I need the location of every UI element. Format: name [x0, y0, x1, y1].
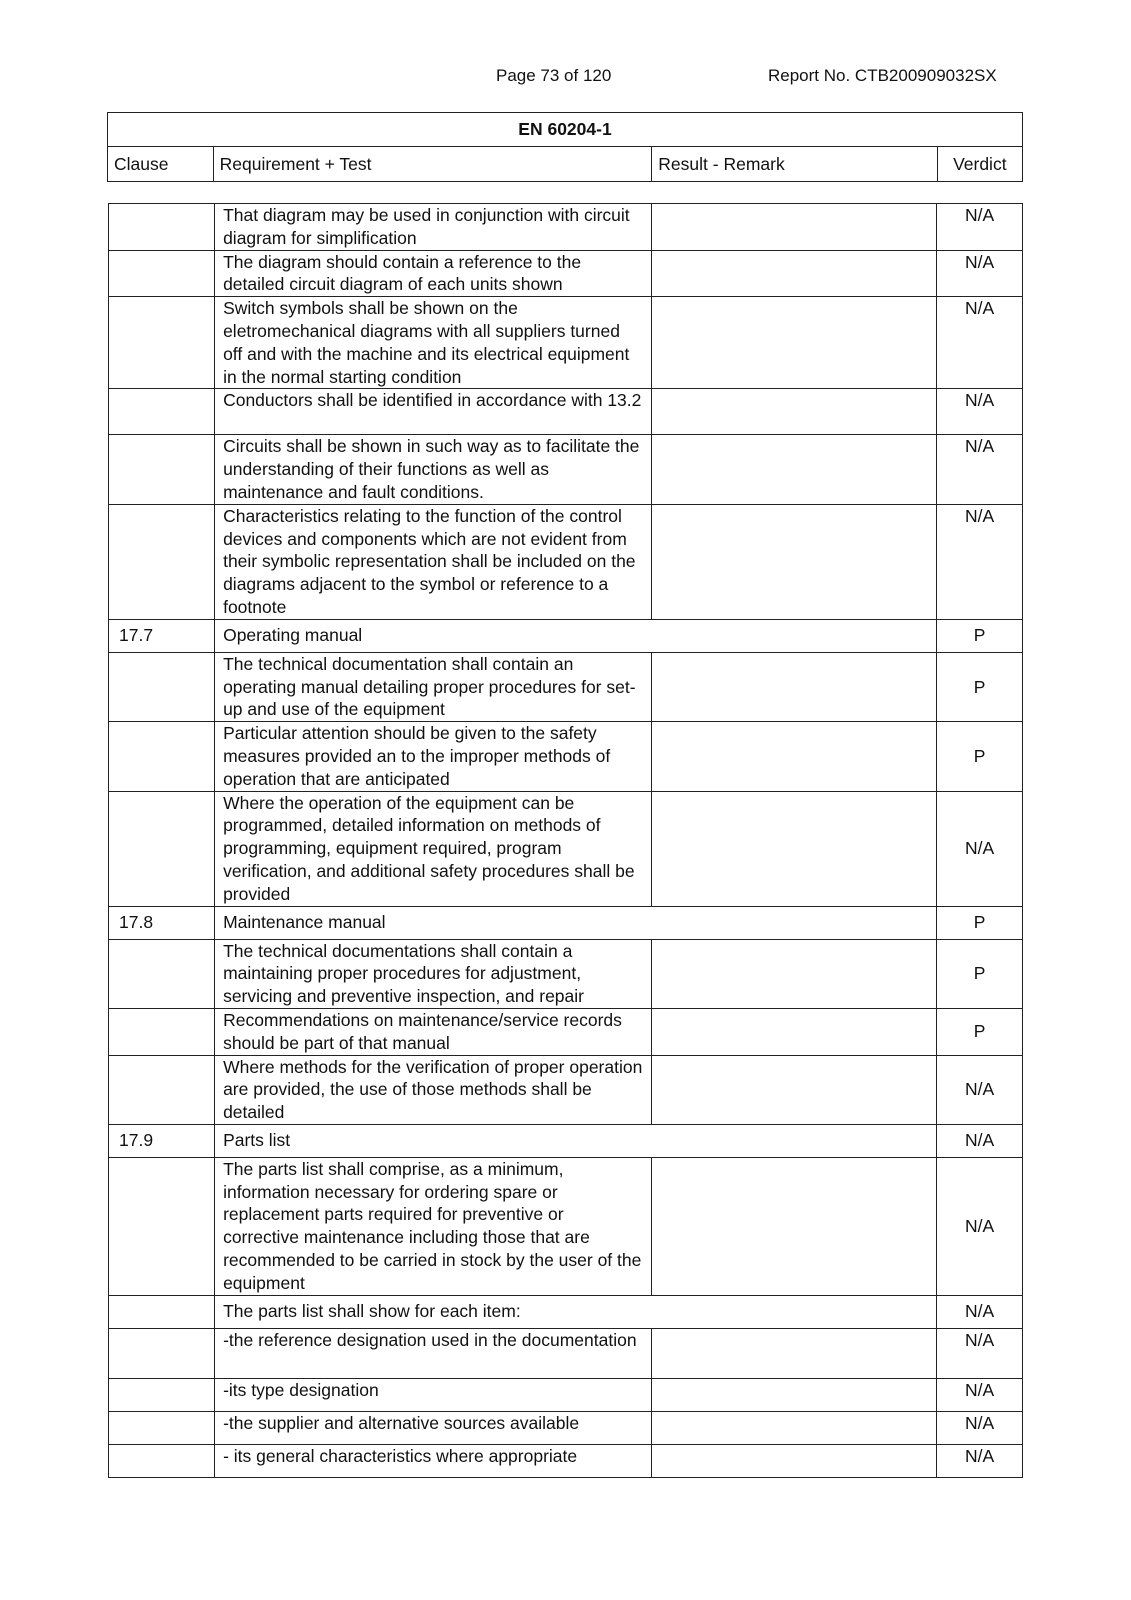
requirement-cell: The technical documentation shall contain an operating manual detailing proper procedures for set-up and use of the equipment [215, 652, 652, 721]
remark-cell [651, 791, 937, 906]
table-row [109, 1157, 1023, 1295]
requirement-cell: The parts list shall show for each item: [215, 1295, 937, 1328]
remark-cell [651, 1055, 937, 1124]
clause-cell [109, 939, 215, 1008]
verdict-cell: P [937, 906, 1023, 939]
requirement-cell: Particular attention should be given to the safety measures provided an to the improper methods of operation that are anticipated [215, 722, 652, 791]
remark-cell [651, 250, 937, 297]
verdict-cell: N/A [937, 1124, 1023, 1157]
verdict-cell: N/A [937, 1055, 1023, 1124]
clause-cell [109, 1444, 215, 1477]
table-row [109, 250, 1023, 297]
verdict-cell: P [937, 619, 1023, 652]
requirement-cell: -the reference designation used in the documentation [215, 1328, 652, 1378]
verdict-cell: N/A [937, 1378, 1023, 1411]
clause-cell [109, 791, 215, 906]
clause-cell [109, 1055, 215, 1124]
requirement-cell: The diagram should contain a reference to the detailed circuit diagram of each units shown [215, 250, 652, 297]
remark-cell [651, 652, 937, 721]
verdict-cell: N/A [937, 250, 1023, 297]
table-row [109, 652, 1023, 721]
verdict-cell: N/A [937, 1444, 1023, 1477]
table-row [109, 939, 1023, 1008]
clause-cell [109, 1328, 215, 1378]
verdict-cell: P [937, 939, 1023, 1008]
clause-cell [109, 1411, 215, 1444]
verdict-cell: P [937, 722, 1023, 791]
table-row [109, 1055, 1023, 1124]
requirement-cell: Circuits shall be shown in such way as to facilitate the understanding of their functions as well as maintenance and fault conditions. [215, 435, 652, 504]
table-row [109, 1411, 1023, 1444]
clause-cell: 17.7 [109, 619, 215, 652]
clause-cell [109, 389, 215, 435]
table-row [109, 1124, 1023, 1157]
table-header [107, 112, 1023, 182]
verdict-cell: N/A [937, 1295, 1023, 1328]
remark-cell [651, 1157, 937, 1295]
verdict-cell: N/A [937, 297, 1023, 389]
table-row [109, 389, 1023, 435]
clause-cell [109, 435, 215, 504]
remark-cell [651, 204, 937, 251]
requirement-cell: Conductors shall be identified in accordance with 13.2 [215, 389, 652, 435]
verdict-cell: P [937, 1008, 1023, 1055]
verdict-cell: N/A [937, 1328, 1023, 1378]
report-number: Report No. CTB200909032SX [768, 66, 997, 85]
requirement-cell: Where methods for the verification of proper operation are provided, the use of those methods shall be detailed [215, 1055, 652, 1124]
requirement-cell: Recommendations on maintenance/service records should be part of that manual [215, 1008, 652, 1055]
remark-cell [651, 504, 937, 619]
verdict-cell: N/A [937, 1157, 1023, 1295]
remark-cell [651, 722, 937, 791]
remark-cell [651, 1378, 937, 1411]
remark-cell [651, 435, 937, 504]
remark-cell [651, 1008, 937, 1055]
table-row [109, 1444, 1023, 1477]
clause-cell [109, 504, 215, 619]
clause-cell: 17.9 [109, 1124, 215, 1157]
requirement-cell: The parts list shall comprise, as a minimum, information necessary for ordering spare or replacement parts required for preventive or corrective maintenance including those that are recommended to be carried in stock by the user of the equipment [215, 1157, 652, 1295]
remark-cell [651, 939, 937, 1008]
remark-cell [651, 1444, 937, 1477]
requirement-cell: -its type designation [215, 1378, 652, 1411]
clause-cell [109, 652, 215, 721]
clause-cell [109, 204, 215, 251]
requirement-cell: Maintenance manual [215, 906, 937, 939]
clause-cell [109, 722, 215, 791]
verdict-cell: N/A [937, 435, 1023, 504]
remark-cell [651, 1328, 937, 1378]
clause-cell: 17.8 [109, 906, 215, 939]
requirements-table [108, 203, 1023, 1478]
table-row [109, 435, 1023, 504]
clause-cell [109, 250, 215, 297]
requirement-cell: Where the operation of the equipment can be programmed, detailed information on methods of programming, equipment required, program verification, and additional safety procedures shall be provided [215, 791, 652, 906]
clause-cell [109, 297, 215, 389]
table-row [109, 1378, 1023, 1411]
verdict-cell: N/A [937, 504, 1023, 619]
page-number: Page 73 of 120 [496, 66, 612, 85]
requirement-cell: -the supplier and alternative sources available [215, 1411, 652, 1444]
column-header-remark: Result - Remark [652, 147, 937, 182]
requirement-cell: That diagram may be used in conjunction with circuit diagram for simplification [215, 204, 652, 251]
requirement-cell: Switch symbols shall be shown on the eletromechanical diagrams with all suppliers turned off and with the machine and its electrical equipment in the normal starting condition [215, 297, 652, 389]
requirement-cell: Operating manual [215, 619, 937, 652]
clause-cell [109, 1378, 215, 1411]
remark-cell [651, 1411, 937, 1444]
requirement-cell: - its general characteristics where appropriate [215, 1444, 652, 1477]
table-row [109, 722, 1023, 791]
verdict-cell: N/A [937, 204, 1023, 251]
requirement-cell: Parts list [215, 1124, 937, 1157]
table-row [109, 204, 1023, 251]
table-row [109, 1008, 1023, 1055]
requirement-cell: The technical documentations shall contain a maintaining proper procedures for adjustment, servicing and preventive inspection, and repair [215, 939, 652, 1008]
table-row [109, 619, 1023, 652]
table-row [109, 1295, 1023, 1328]
verdict-cell: N/A [937, 791, 1023, 906]
clause-cell [109, 1157, 215, 1295]
table-row [109, 504, 1023, 619]
column-header-verdict: Verdict [937, 147, 1022, 182]
table-row [109, 297, 1023, 389]
verdict-cell: N/A [937, 389, 1023, 435]
verdict-cell: P [937, 652, 1023, 721]
verdict-cell: N/A [937, 1411, 1023, 1444]
clause-cell [109, 1295, 215, 1328]
standard-title: EN 60204-1 [108, 113, 1023, 147]
table-row [109, 791, 1023, 906]
remark-cell [651, 297, 937, 389]
remark-cell [651, 389, 937, 435]
table-row [109, 906, 1023, 939]
column-header-requirement: Requirement + Test [213, 147, 652, 182]
table-row [109, 1328, 1023, 1378]
requirement-cell: Characteristics relating to the function of the control devices and components which are not evident from their symbolic representation shall be included on the diagrams adjacent to the symbol or reference to a footnote [215, 504, 652, 619]
clause-cell [109, 1008, 215, 1055]
column-header-clause: Clause [108, 147, 214, 182]
